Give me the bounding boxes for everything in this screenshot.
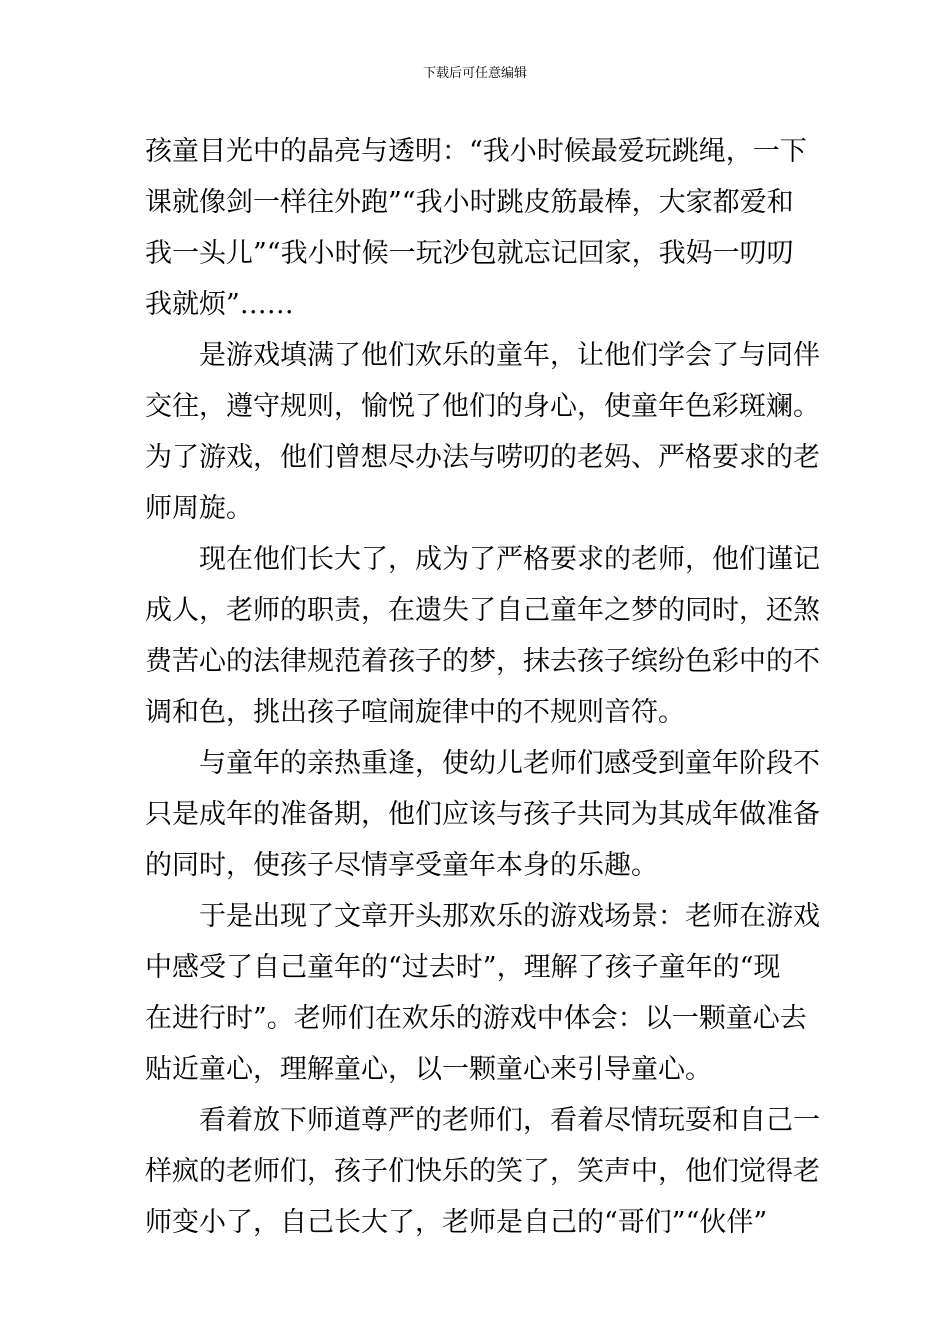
text-line: 的同时，使孩子尽情享受童年本身的乐趣。	[145, 850, 658, 881]
text-line: 费苦心的法律规范着孩子的梦，抹去孩子缤纷色彩中的不	[145, 646, 820, 677]
text-line: 孩童目光中的晶亮与透明：“我小时候最爱玩跳绳，一下	[145, 136, 807, 167]
text-line: 为了游戏，他们曾想尽办法与唠叨的老妈、严格要求的老	[145, 442, 820, 473]
text-line: 在进行时”。老师们在欢乐的游戏中体会：以一颗童心去	[145, 1003, 807, 1034]
text-line: 交往，遵守规则，愉悦了他们的身心，使童年色彩斑斓。	[145, 391, 820, 422]
text-line: 只是成年的准备期，他们应该与孩子共同为其成年做准备	[145, 799, 820, 830]
text-line: 我一头儿”“我小时候一玩沙包就忘记回家，我妈一叨叨	[145, 238, 794, 269]
page-header: 下载后可任意编辑	[422, 66, 527, 81]
paragraph-first-line: 与童年的亲热重逢，使幼儿老师们感受到童年阶段不	[199, 748, 820, 779]
text-line: 课就像剑一样往外跑”“我小时跳皮筋最棒，大家都爱和	[145, 187, 794, 218]
text-line: 调和色，挑出孩子喧闹旋律中的不规则音符。	[145, 697, 685, 728]
document-body	[145, 126, 820, 1248]
paragraph-first-line: 看着放下师道尊严的老师们，看着尽情玩耍和自己一	[199, 1105, 820, 1136]
text-line: 我就烦”……	[145, 289, 294, 320]
text-line: 样疯的老师们，孩子们快乐的笑了，笑声中，他们觉得老	[145, 1156, 820, 1187]
paragraph-first-line: 现在他们长大了，成为了严格要求的老师，他们谨记	[199, 544, 820, 575]
text-line: 中感受了自己童年的“过去时”，理解了孩子童年的“现	[145, 952, 781, 983]
text-line: 师周旋。	[145, 493, 253, 524]
text-line: 贴近童心，理解童心，以一颗童心来引导童心。	[145, 1054, 712, 1085]
paragraph-first-line: 于是出现了文章开头那欢乐的游戏场景：老师在游戏	[199, 901, 820, 932]
text-line: 师变小了，自己长大了，老师是自己的“哥们”“伙伴”	[145, 1207, 768, 1238]
paragraph-first-line: 是游戏填满了他们欢乐的童年，让他们学会了与同伴	[199, 340, 820, 371]
text-line: 成人，老师的职责，在遗失了自己童年之梦的同时，还煞	[145, 595, 820, 626]
